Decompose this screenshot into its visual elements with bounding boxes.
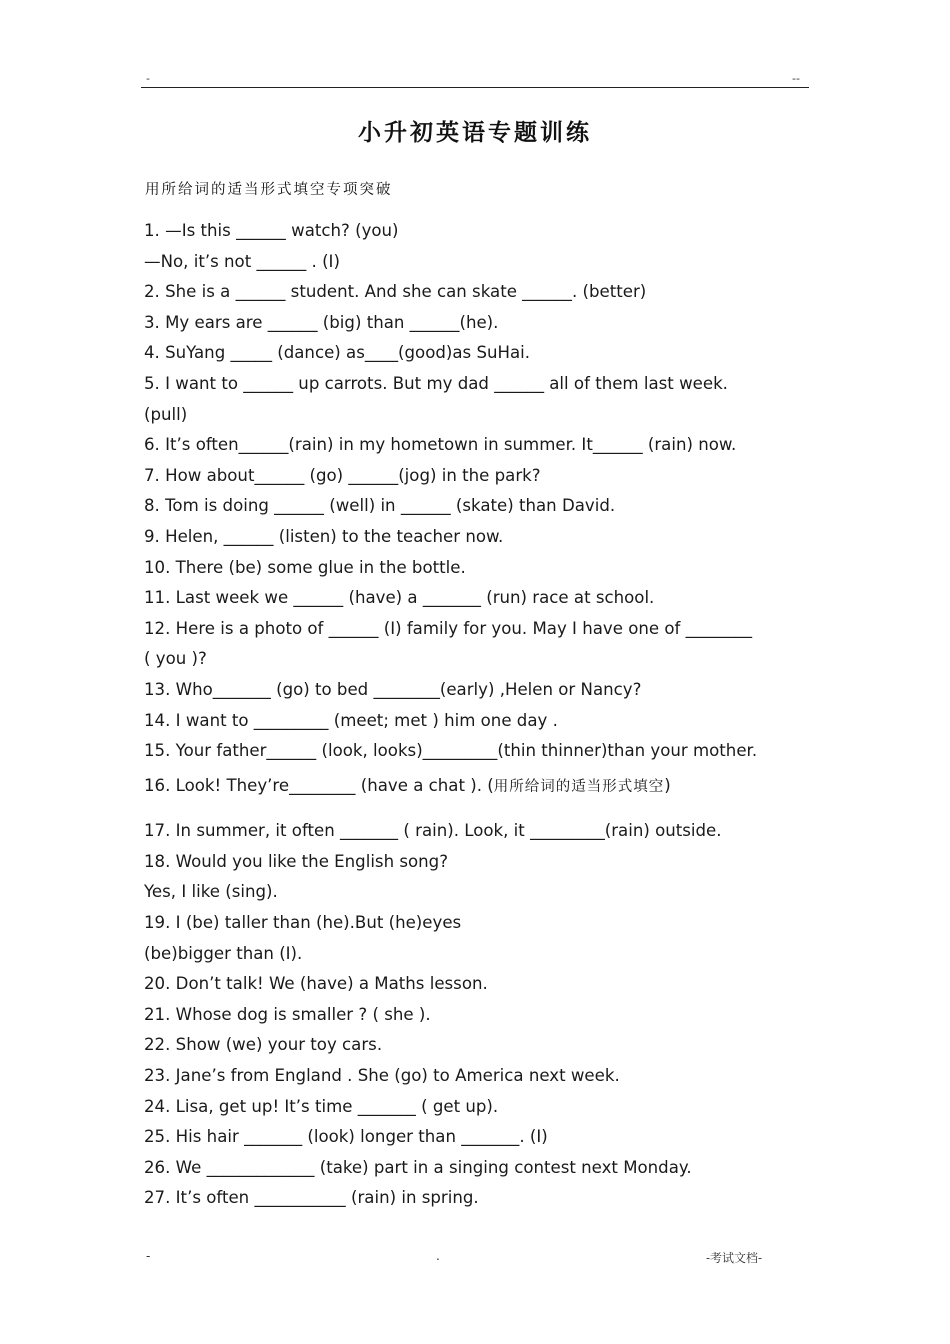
question-line: 2. She is a ______ student. And she can skate ______. (better) <box>144 282 647 302</box>
question-line-16 <box>144 771 824 802</box>
question-line: 7. How about______ (go) ______(jog) in the park? <box>144 465 541 485</box>
question-line: 20. Don’t talk! We (have) a Maths lesson. <box>144 974 488 994</box>
header-right-mark: -- <box>792 72 800 85</box>
question-line: 13. Who_______ (go) to bed ________(early) ,Helen or Nancy? <box>144 679 642 699</box>
question-line: 6. It’s often______(rain) in my hometown in summer. It______ (rain) now. <box>144 435 737 455</box>
footer-middle-mark: . <box>436 1249 440 1263</box>
question-line: 3. My ears are ______ (big) than ______(he). <box>144 312 499 332</box>
question-line: 21. Whose dog is smaller ? ( she ). <box>144 1004 431 1024</box>
question-line: 25. His hair _______ (look) longer than _______. (I) <box>144 1127 548 1147</box>
question-line: 17. In summer, it often _______ ( rain). Look, it _________(rain) outside. <box>144 821 722 841</box>
header-rule <box>141 87 809 88</box>
question-line: 12. Here is a photo of ______ (I) family for you. May I have one of ________ <box>144 618 752 638</box>
question-line: 9. Helen, ______ (listen) to the teacher now. <box>144 526 504 546</box>
section-subtitle: 用所给词的适当形式填空专项突破 <box>145 182 393 198</box>
question-line: Yes, I like (sing). <box>144 882 278 902</box>
footer-left-mark: - <box>146 1249 151 1263</box>
question-line: ( you )? <box>144 649 207 669</box>
question-line: 5. I want to ______ up carrots. But my dad ______ all of them last week. <box>144 373 728 393</box>
question-line: 18. Would you like the English song? <box>144 851 449 871</box>
question-line: 19. I (be) taller than (he).But (he)eyes <box>144 913 462 933</box>
question-line: (pull) <box>144 404 188 424</box>
question-line: 14. I want to _________ (meet; met ) him one day . <box>144 710 558 730</box>
question-line: 15. Your father______ (look, looks)_________(thin thinner)than your mother. <box>144 741 758 761</box>
header-left-mark: - <box>146 72 150 85</box>
question-line: 8. Tom is doing ______ (well) in ______ (skate) than David. <box>144 496 616 516</box>
question-line: 10. There (be) some glue in the bottle. <box>144 557 466 577</box>
question-line: 22. Show (we) your toy cars. <box>144 1035 383 1055</box>
question-line: 24. Lisa, get up! It’s time _______ ( get up). <box>144 1096 499 1116</box>
q16-close: ) <box>664 775 671 795</box>
page-title: 小升初英语专题训练 <box>358 119 592 146</box>
question-line: 23. Jane’s from England . She (go) to America next week. <box>144 1066 620 1086</box>
question-line: 11. Last week we ______ (have) a _______ (run) race at school. <box>144 588 655 608</box>
q16-chinese-note: 用所给词的适当形式填空 <box>493 778 665 795</box>
q16-text: 16. Look! They’re________ (have a chat ). ( <box>144 775 494 795</box>
question-line: (be)bigger than (I). <box>144 943 303 963</box>
question-line: 1. —Is this ______ watch? (you) <box>144 221 399 240</box>
question-line: 26. We _____________ (take) part in a singing contest next Monday. <box>144 1157 692 1177</box>
question-list <box>144 216 824 1214</box>
footer-doc-label: -考试文档- <box>706 1251 763 1265</box>
question-line: 27. It’s often ___________ (rain) in spring. <box>144 1188 479 1208</box>
question-line: 4. SuYang _____ (dance) as____(good)as SuHai. <box>144 343 531 363</box>
question-line: —No, it’s not ______ . (I) <box>144 251 340 271</box>
